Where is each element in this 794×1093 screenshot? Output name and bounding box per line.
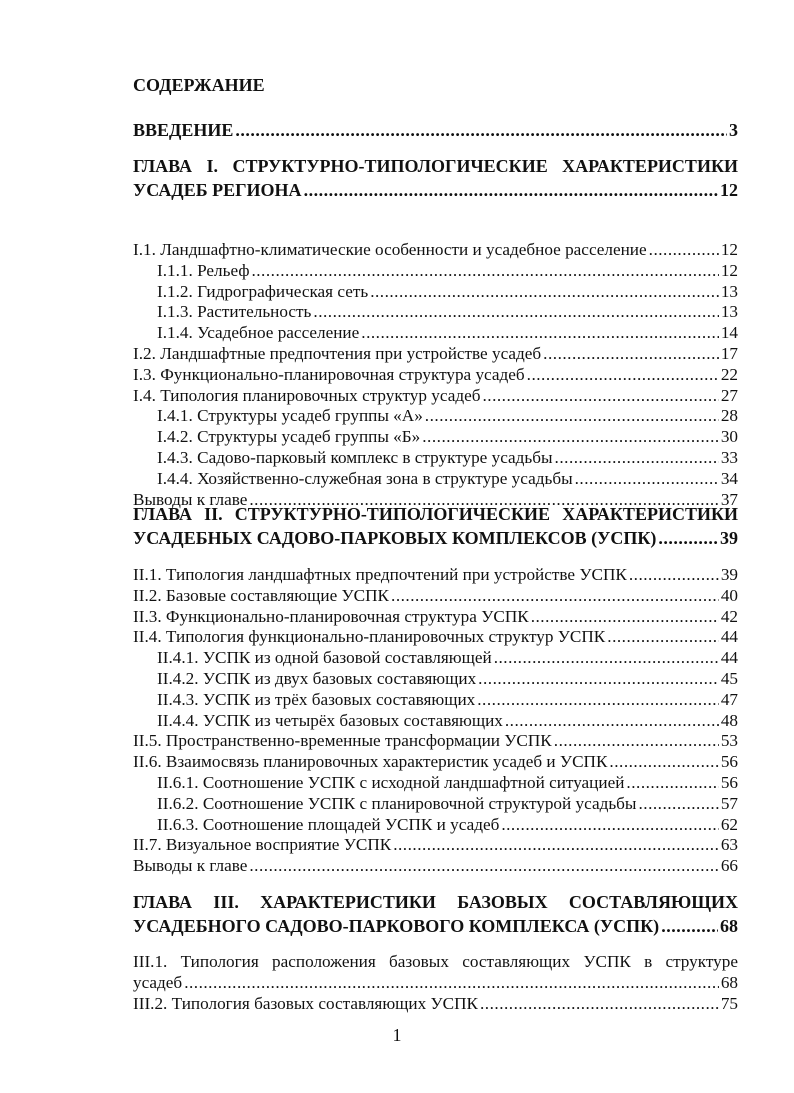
toc-entry[interactable] — [133, 815, 738, 836]
toc-page: 56 — [720, 772, 738, 792]
toc-label: I.1.4. Усадебное расселение — [157, 323, 360, 343]
page-number: 1 — [392, 1025, 402, 1045]
dot-leader — [505, 711, 719, 732]
chapter-3 — [133, 890, 738, 938]
dot-leader — [638, 794, 718, 815]
chapter-2-entries — [133, 565, 738, 877]
toc-label: I.1. Ландшафтно-климатические особенности и усадебное расселение — [133, 240, 647, 259]
toc-label: II.4.1. УСПК из одной базовой составляющей — [157, 648, 492, 668]
toc-page: 68 — [720, 916, 738, 936]
toc-label: II.2. Базовые составляющие УСПК — [133, 585, 390, 605]
toc-page: 48 — [720, 710, 738, 730]
toc-entry[interactable] — [133, 627, 738, 648]
dot-leader — [251, 261, 718, 282]
dot-leader — [527, 365, 719, 386]
toc-label: УСАДЕБНОГО САДОВО-ПАРКОВОГО КОМПЛЕКСА (УСПК) — [133, 916, 660, 936]
toc-label: ВВЕДЕНИЕ — [133, 120, 234, 140]
toc-page: 13 — [720, 302, 738, 322]
toc-intro[interactable] — [133, 118, 738, 142]
chapter-3-entries — [133, 952, 738, 1014]
toc-entry[interactable] — [133, 607, 738, 628]
toc-page: 47 — [720, 689, 738, 709]
dot-leader — [658, 526, 718, 550]
toc-label: Выводы к главе — [133, 489, 248, 509]
toc-label: II.4. Типология функционально-планировочных структур УСПК — [133, 627, 606, 647]
dot-leader — [649, 240, 719, 261]
toc-label: II.4.4. УСПК из четырёх базовых составяющих — [157, 710, 503, 730]
toc-label: УСАДЕБНЫХ САДОВО-ПАРКОВЫХ КОМПЛЕКСОВ (УСПК) — [133, 528, 657, 548]
dot-leader — [607, 627, 719, 648]
toc-entry[interactable] — [133, 406, 738, 427]
toc-entry[interactable] — [133, 994, 738, 1015]
dot-leader — [478, 669, 719, 690]
chapter-1-entries — [133, 240, 738, 510]
chapter-title-line[interactable] — [133, 154, 738, 178]
toc-page: 27 — [720, 385, 738, 405]
toc-label: II.7. Визуальное восприятие УСПК — [133, 835, 392, 855]
toc-label: II.3. Функционально-планировочная структура УСПК — [133, 606, 529, 626]
toc-page: 42 — [720, 606, 738, 626]
toc-label: Выводы к главе — [133, 856, 248, 876]
toc-page: 63 — [720, 835, 738, 855]
dot-leader — [494, 648, 719, 669]
toc-page: 39 — [720, 528, 738, 548]
dot-leader — [609, 752, 718, 773]
dot-leader — [370, 282, 719, 303]
toc-page: 22 — [720, 364, 738, 384]
dot-leader — [361, 323, 719, 344]
dot-leader — [661, 914, 718, 938]
toc-entry[interactable] — [133, 282, 738, 303]
toc-page: 75 — [720, 993, 738, 1013]
chapter-title: ГЛАВА I. СТРУКТУРНО-ТИПОЛОГИЧЕСКИЕ ХАРАКТЕРИСТИКИ — [133, 156, 738, 176]
toc-page: 34 — [720, 468, 738, 488]
toc-label: II.6.3. Соотношение площадей УСПК и усадеб — [157, 814, 500, 834]
toc-entry[interactable] — [133, 427, 738, 448]
toc-label: I.1.3. Растительность — [157, 302, 312, 322]
toc-entry[interactable] — [133, 386, 738, 407]
toc-page: 12 — [720, 240, 738, 259]
toc-entry[interactable] — [133, 469, 738, 490]
toc-label: I.4.4. Хозяйственно-служебная зона в структуре усадьбы — [157, 468, 573, 488]
dot-leader — [393, 835, 719, 856]
dot-leader — [501, 815, 718, 836]
dot-leader — [477, 690, 719, 711]
toc-page: 13 — [720, 281, 738, 301]
toc-label: II.4.2. УСПК из двух базовых составяющих — [157, 668, 477, 688]
toc-page: 14 — [720, 323, 738, 343]
toc-entry[interactable] — [133, 669, 738, 690]
toc-entry[interactable] — [133, 752, 738, 773]
toc-entry[interactable] — [133, 690, 738, 711]
dot-leader — [391, 586, 719, 607]
dot-leader — [422, 427, 719, 448]
toc-page: 17 — [720, 343, 738, 363]
toc-label: I.3. Функционально-планировочная структура усадеб — [133, 364, 525, 384]
dot-leader — [304, 178, 718, 202]
dot-leader — [184, 973, 719, 994]
chapter-title-line[interactable] — [133, 502, 738, 526]
toc-entry[interactable] — [133, 448, 738, 469]
dot-leader — [249, 856, 718, 877]
dot-leader — [235, 118, 727, 142]
toc-heading: СОДЕРЖАНИЕ — [133, 75, 265, 95]
toc-page: 3 — [729, 120, 738, 140]
toc-label: I.1.1. Рельеф — [157, 260, 250, 280]
toc-entry[interactable] — [133, 261, 738, 282]
toc-entry[interactable] — [133, 856, 738, 877]
toc-entry[interactable] — [133, 323, 738, 344]
toc-label: I.2. Ландшафтные предпочтения при устройстве усадеб — [133, 343, 542, 363]
chapter-title-row[interactable] — [133, 914, 738, 938]
toc-page: 56 — [720, 752, 738, 772]
toc-entry[interactable] — [133, 586, 738, 607]
dot-leader — [575, 469, 719, 490]
toc-entry[interactable] — [133, 302, 738, 323]
toc-page: 33 — [720, 447, 738, 467]
toc-entry[interactable] — [133, 648, 738, 669]
dot-leader — [482, 386, 718, 407]
dot-leader — [555, 448, 719, 469]
toc-entry[interactable] — [133, 773, 738, 794]
toc-page: 44 — [720, 648, 738, 668]
dot-leader — [626, 773, 718, 794]
toc-page: 12 — [720, 180, 738, 200]
chapter-1 — [133, 154, 738, 202]
toc-page: 53 — [720, 731, 738, 751]
dot-leader — [543, 344, 719, 365]
toc-label: I.1.2. Гидрографическая сеть — [157, 281, 369, 301]
toc-entry[interactable] — [133, 835, 738, 856]
dot-leader — [629, 565, 719, 586]
toc-label: II.4.3. УСПК из трёх базовых составяющих — [157, 689, 476, 709]
dot-leader — [425, 406, 719, 427]
chapter-title: ГЛАВА III. ХАРАКТЕРИСТИКИ БАЗОВЫХ СОСТАВЛЯЮЩИХ — [133, 892, 738, 912]
toc-label: I.4.2. Структуры усадеб группы «Б» — [157, 427, 421, 447]
toc-entry-line[interactable] — [133, 952, 738, 973]
toc-label: II.1. Типология ландшафтных предпочтений при устройстве УСПК — [133, 565, 627, 584]
toc-page: 30 — [720, 427, 738, 447]
dot-leader — [554, 731, 719, 752]
toc-entry[interactable] — [133, 365, 738, 386]
toc-label: III.1. Типология расположения базовых составляющих УСПК в структуре — [133, 952, 738, 971]
chapter-title-row[interactable] — [133, 526, 738, 550]
toc-entry[interactable] — [133, 731, 738, 752]
toc-label: I.4.1. Структуры усадеб группы «А» — [157, 406, 423, 426]
toc-label: II.6.2. Соотношение УСПК с планировочной структурой усадьбы — [157, 793, 637, 813]
toc-label: I.4.3. Садово-парковый комплекс в структуре усадьбы — [157, 447, 553, 467]
toc-page: 40 — [720, 585, 738, 605]
toc-page: 62 — [720, 814, 738, 834]
toc-label: I.4. Типология планировочных структур усадеб — [133, 385, 481, 405]
toc-page: 28 — [720, 406, 738, 426]
toc-label: II.5. Пространственно-временные трансформации УСПК — [133, 731, 552, 751]
toc-page: 12 — [720, 260, 738, 280]
chapter-title-line[interactable] — [133, 890, 738, 914]
dot-leader — [480, 994, 719, 1015]
toc-page: 39 — [720, 565, 738, 584]
chapter-title-row[interactable] — [133, 178, 738, 202]
dot-leader — [313, 302, 718, 323]
toc-entry[interactable] — [133, 240, 738, 261]
chapter-title: ГЛАВА II. СТРУКТУРНО-ТИПОЛОГИЧЕСКИЕ ХАРАКТЕРИСТИКИ — [133, 504, 738, 524]
toc-page: 44 — [720, 627, 738, 647]
toc-label: II.6.1. Соотношение УСПК с исходной ландшафтной ситуацией — [157, 772, 625, 792]
toc-entry[interactable] — [133, 794, 738, 815]
toc-page: 68 — [720, 972, 738, 992]
toc-label: III.2. Типология базовых составляющих УСПК — [133, 993, 478, 1013]
toc-entry[interactable] — [133, 711, 738, 732]
toc-page: 45 — [720, 668, 738, 688]
toc-page: 66 — [720, 856, 738, 876]
toc-entry[interactable] — [133, 344, 738, 365]
toc-label: УСАДЕБ РЕГИОНА — [133, 180, 302, 200]
toc-page: 57 — [720, 793, 738, 813]
chapter-2 — [133, 502, 738, 550]
toc-entry[interactable] — [133, 973, 738, 994]
toc-label: II.6. Взаимосвязь планировочных характеристик усадеб и УСПК — [133, 752, 608, 772]
toc-label: усадеб — [133, 972, 183, 992]
toc-page: 37 — [720, 489, 738, 509]
toc-entry[interactable] — [133, 565, 738, 586]
dot-leader — [531, 607, 719, 628]
